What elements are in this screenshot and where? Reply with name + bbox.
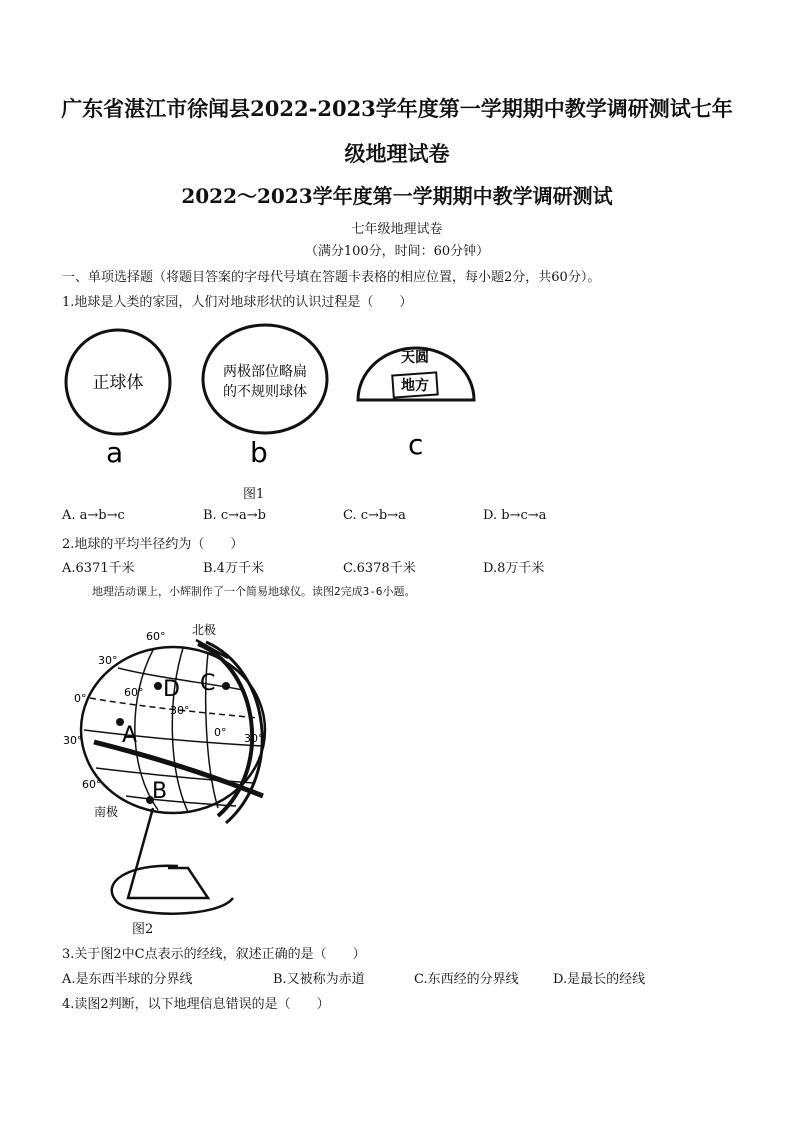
figure-label-b: b <box>250 436 268 469</box>
q1-option-b[interactable]: B. c→a→b <box>203 508 266 523</box>
point-d-label: D <box>163 677 180 702</box>
figure-label-c: c <box>408 428 424 461</box>
stand-arm <box>128 808 208 898</box>
thick-band-line <box>94 742 263 796</box>
point-c-label: C <box>200 671 216 696</box>
question-1-text: 1.地球是人类的家园，人们对地球形状的认识过程是（ ） <box>62 295 413 310</box>
q2-option-a[interactable]: A.6371千米 <box>62 561 135 576</box>
q3-option-d[interactable]: D.是最长的经线 <box>553 972 646 987</box>
label-north-pole: 北极 <box>192 623 217 637</box>
q3-option-b[interactable]: B.又被称为赤道 <box>273 972 365 987</box>
activity-intro: 地理活动课上，小辉制作了一个简易地球仪。读图2完成3-6小题。 <box>92 585 416 598</box>
document-title-line1: 广东省湛江市徐闻县2022-2023学年度第一学期期中教学调研测试七年 <box>61 96 733 121</box>
label-inner-30: 30° <box>170 704 190 717</box>
point-c-dot <box>222 682 230 690</box>
figure-b-text-1: 两极部位略扁 <box>223 364 307 380</box>
q3-option-a[interactable]: A.是东西半球的分界线 <box>62 972 193 987</box>
label-lat-30-top: 30° <box>98 654 118 667</box>
document-title-line2: 级地理试卷 <box>344 141 450 166</box>
exam-heading: 2022～2023学年度第一学期期中教学调研测试 <box>181 184 613 208</box>
figure-1-caption: 图1 <box>243 487 265 502</box>
label-lat-60-bottom: 60° <box>82 778 102 791</box>
point-a-label: A <box>122 723 138 748</box>
meridian-line-2 <box>172 648 188 812</box>
question-2-text: 2.地球的平均半径约为（ ） <box>62 537 244 552</box>
figure-2-caption: 图2 <box>132 922 154 937</box>
figure-c-top-text: 天圆 <box>401 350 429 366</box>
question-4-text: 4.读图2判断，以下地理信息错误的是（ ） <box>62 997 330 1012</box>
label-lat-0: 0° <box>74 692 87 705</box>
q2-option-d[interactable]: D.8万千米 <box>483 561 545 576</box>
figure-label-a: a <box>106 436 124 469</box>
label-south-pole: 南极 <box>94 805 119 819</box>
question-3-text: 3.关于图2中C点表示的经线，叙述正确的是（ ） <box>62 947 366 962</box>
point-d-dot <box>154 682 162 690</box>
figure-2-globe <box>58 618 288 918</box>
label-right-30: 30° <box>244 732 264 745</box>
q1-option-c[interactable]: C. c→b→a <box>343 508 406 523</box>
label-inner-0: 0° <box>214 726 227 739</box>
figure-b-text-2: 的不规则球体 <box>223 384 307 400</box>
exam-subheading: 七年级地理试卷 <box>351 222 443 237</box>
point-b-label: B <box>152 779 168 804</box>
exam-info: （满分100分，时间：60分钟） <box>304 244 490 259</box>
label-lat-60-top: 60° <box>146 630 166 643</box>
q3-option-c[interactable]: C.东西经的分界线 <box>414 972 519 987</box>
q1-option-d[interactable]: D. b→c→a <box>483 508 547 523</box>
section-instruction: 一、单项选择题（将题目答案的字母代号填在答题卡表格的相应位置，每小题2分，共60分）。 <box>62 270 601 285</box>
figure-1 <box>60 322 500 472</box>
figure-c-bottom-text: 地方 <box>401 378 429 394</box>
q2-option-b[interactable]: B.4万千米 <box>203 561 264 576</box>
q2-option-c[interactable]: C.6378千米 <box>343 561 416 576</box>
label-inner-60: 60° <box>124 686 144 699</box>
figure-a-text: 正球体 <box>92 373 144 393</box>
label-lat-30-bottom: 30° <box>63 734 83 747</box>
q1-option-a[interactable]: A. a→b→c <box>62 508 125 523</box>
